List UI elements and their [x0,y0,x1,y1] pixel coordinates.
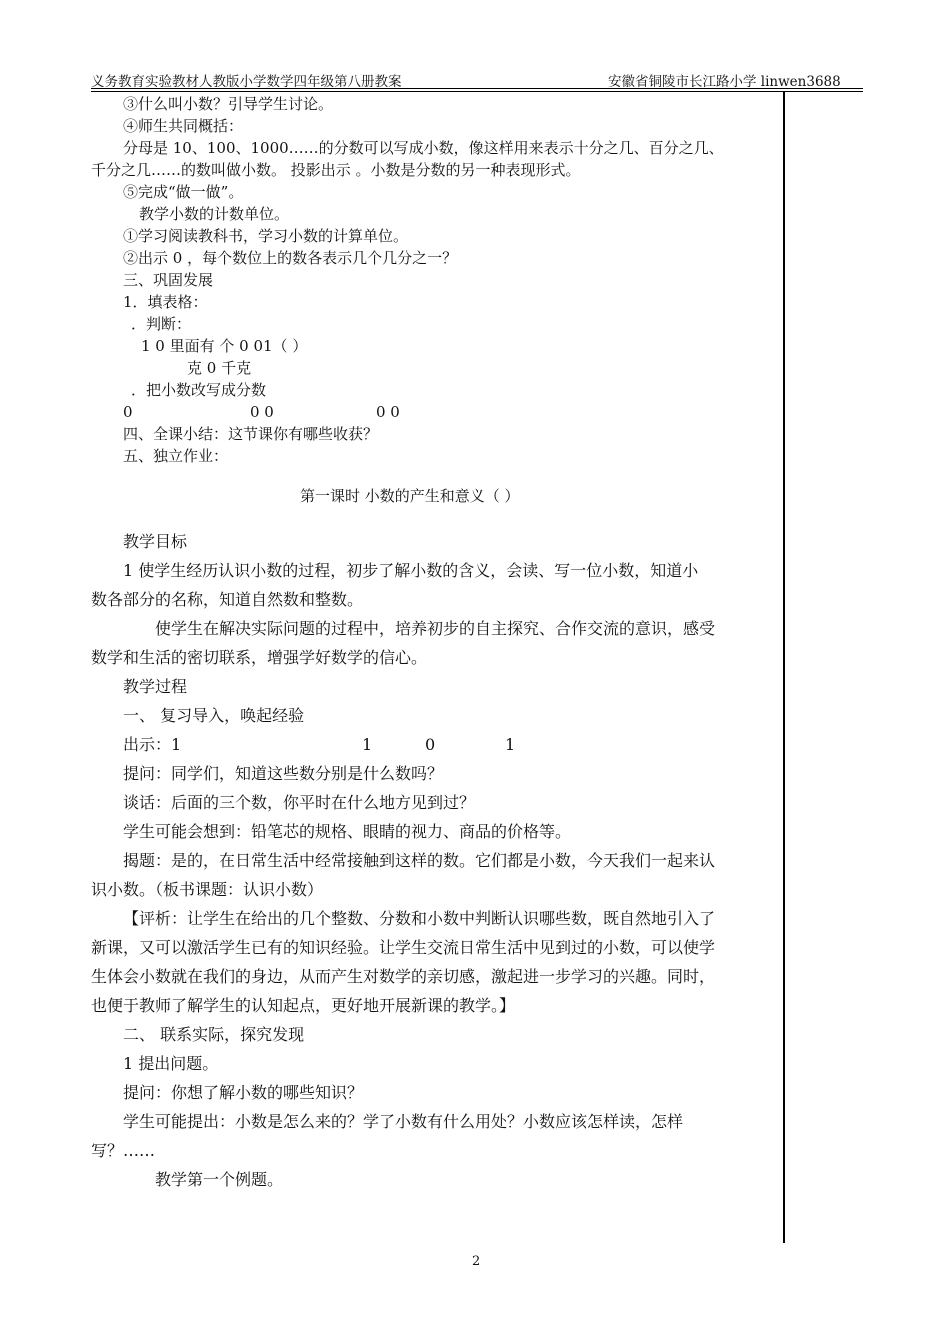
text-line: 写？…… [91,1141,156,1160]
text-line: 【评析：让学生在给出的几个整数、分数和小数中判断认识哪些数，既自然地引入了 [123,909,716,928]
text-line: 数学和生活的密切联系，增强学好数学的信心。 [91,648,428,667]
header-left: 义务教育实验教材人教版小学数学四年级第八册教案 [91,74,402,90]
text-line: 教学第一个例题。 [155,1170,284,1189]
text-line: 一、 复习导入，唤起经验 [123,706,305,725]
text-line: ②出示 0 ，每个数位上的数各表示几个几分之一？ [123,249,458,267]
text-line: 提问：同学们，知道这些数分别是什么数吗？ [123,764,444,783]
text-line: 学生可能会想到：铅笔芯的规格、眼睛的视力、商品的价格等。 [123,822,572,841]
text-line: 1 提出问题。 [123,1054,219,1073]
text-line: 学生可能提出：小数是怎么来的？学了小数有什么用处？小数应该怎样读，怎样 [123,1112,684,1131]
text-line: 1 [505,735,516,754]
text-line: 出示：1 [123,735,182,754]
text-line: 也便于教师了解学生的认知起点，更好地开展新课的教学。】 [91,996,516,1015]
text-line: 1 使学生经历认识小数的过程，初步了解小数的含义，会读、写一位小数，知道小 [123,561,699,580]
text-line: 数各部分的名称，知道自然数和整数。 [91,590,364,609]
text-line: 三、巩固发展 [123,271,214,289]
text-line: 教学小数的计数单位。 [139,205,290,223]
text-line: 0 0 [250,403,274,421]
text-line: 新课，又可以激活学生已有的知识经验。让学生交流日常生活中见到过的小数，可以使学 [91,938,716,957]
text-line: 1 0 里面有 个 0 01（ ） [141,337,308,355]
text-line: 二、 联系实际，探究发现 [123,1025,305,1044]
text-line: 克 0 千克 [187,359,252,377]
text-line: 生体会小数就在我们的身边，从而产生对数学的亲切感，激起进一步学习的兴趣。同时， [91,967,716,986]
text-line: 使学生在解决实际问题的过程中，培养初步的自主探究、合作交流的意识，感受 [155,619,716,638]
page-number: 2 [472,1254,481,1269]
text-line: 1 [362,735,373,754]
text-line: 四、全课小结：这节课你有哪些收获？ [123,425,379,443]
text-line: 0 [123,403,133,421]
text-line: ①学习阅读教科书，学习小数的计算单位。 [123,227,409,245]
text-line: ④师生共同概括： [123,117,244,135]
text-line: 提问：你想了解小数的哪些知识？ [123,1083,364,1102]
text-line: 教学过程 [123,677,188,696]
text-line: 0 [425,735,436,754]
text-line: 揭题：是的，在日常生活中经常接触到这样的数。它们都是小数，今天我们一起来认 [123,851,716,870]
text-line: 0 0 [376,403,400,421]
text-line: 识小数。（板书课题：认识小数） [91,880,324,899]
header-rule-double [91,91,863,92]
text-line: 教学目标 [123,532,188,551]
text-line: ③什么叫小数？引导学生讨论。 [123,95,334,113]
lesson-title: 第一课时 小数的产生和意义（ ） [300,487,520,505]
margin-rule [783,91,785,1243]
text-line: 分母是 10、100、1000……的分数可以写成小数，像这样用来表示十分之几、百分之几、 [123,139,724,157]
header-rule [91,88,863,89]
text-line: 千分之几……的数叫做小数。 投影出示 。小数是分数的另一种表现形式。 [91,161,581,179]
header-right: 安徽省铜陵市长江路小学 linwen3688 [608,74,841,90]
text-line: ．把小数改写成分数 [131,381,267,399]
text-line: ⑤完成“做一做”。 [123,183,244,201]
text-line: ．判断： [131,315,192,333]
text-line: 1．填表格： [123,293,208,311]
text-line: 五、独立作业： [123,447,229,465]
text-line: 谈话：后面的三个数，你平时在什么地方见到过？ [123,793,476,812]
